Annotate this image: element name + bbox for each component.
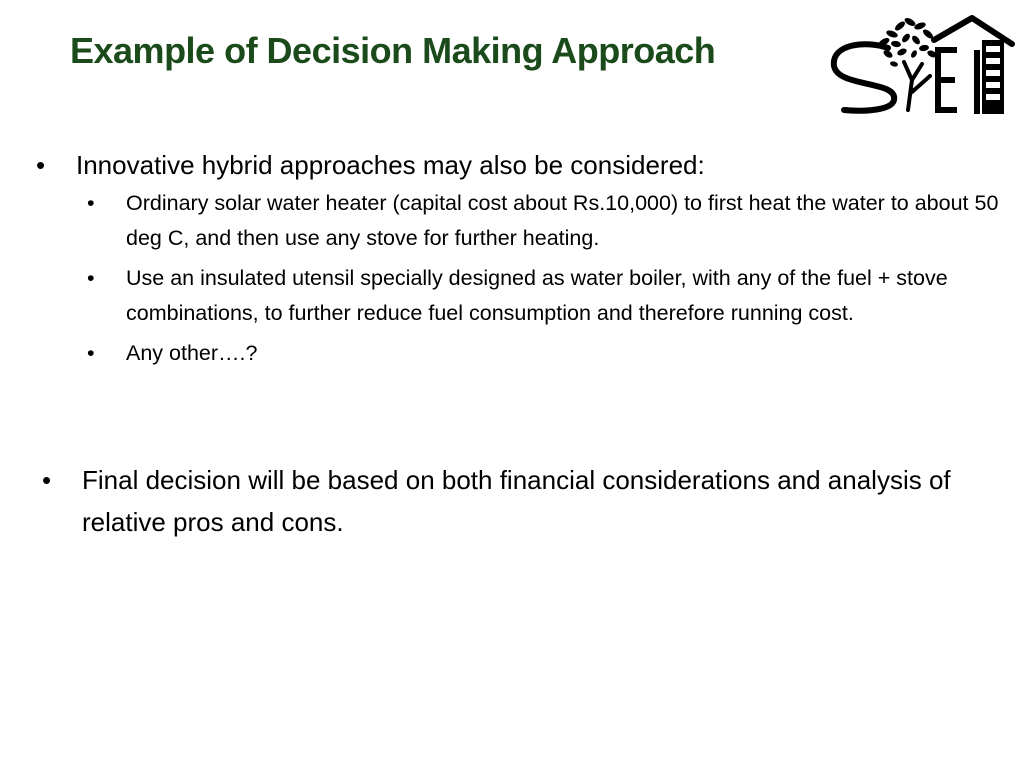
bullet-item: • Innovative hybrid approaches may also be considered:: [30, 144, 1000, 186]
slide-title: Example of Decision Making Approach: [70, 30, 716, 71]
bullet-list: [30, 144, 1000, 377]
sei-tree-house-logo-icon: [826, 10, 1016, 120]
sub-bullet-list: [30, 186, 1000, 371]
sub-bullet-item: • Ordinary solar water heater (capital cost about Rs.10,000) to first heat the water to about 50 deg C, and then use any stove for further heating.: [30, 186, 1000, 255]
bullet-list-final: [36, 459, 996, 543]
sub-bullet-item: • Any other….?: [30, 336, 1000, 371]
bullet-item: • Final decision will be based on both financial considerations and analysis of relative pros and cons.: [36, 459, 996, 543]
sub-bullet-item: • Use an insulated utensil specially designed as water boiler, with any of the fuel + stove combinations, to further reduce fuel consumption and therefore running cost.: [30, 261, 1000, 330]
